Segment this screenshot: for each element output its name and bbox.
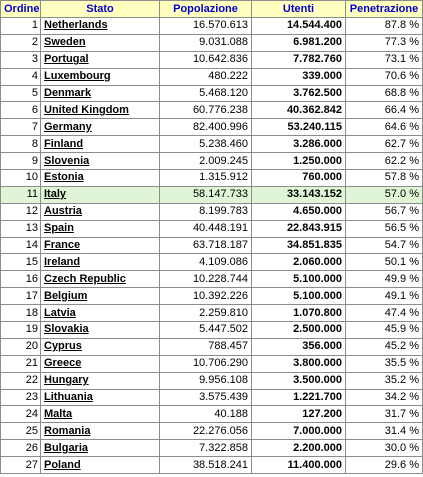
population-cell: 5.238.460 <box>160 136 252 153</box>
state-link[interactable]: Sweden <box>41 34 160 51</box>
rank-cell: 17 <box>1 288 41 305</box>
state-link[interactable]: Slovenia <box>41 153 160 170</box>
population-cell: 788.457 <box>160 338 252 355</box>
table-row <box>1 186 423 203</box>
penetration-cell: 68.8 % <box>346 85 423 102</box>
rank-cell: 5 <box>1 85 41 102</box>
state-link[interactable]: Lithuania <box>41 389 160 406</box>
penetration-cell: 54.7 % <box>346 237 423 254</box>
population-cell: 63.718.187 <box>160 237 252 254</box>
users-cell: 7.782.760 <box>252 51 346 68</box>
table-row <box>1 271 423 288</box>
population-cell: 82.400.996 <box>160 119 252 136</box>
table-row <box>1 338 423 355</box>
penetration-cell: 62.2 % <box>346 153 423 170</box>
penetration-cell: 87.8 % <box>346 18 423 35</box>
rank-cell: 6 <box>1 102 41 119</box>
users-cell: 3.762.500 <box>252 85 346 102</box>
table-row <box>1 34 423 51</box>
table-row <box>1 237 423 254</box>
penetration-cell: 64.6 % <box>346 119 423 136</box>
table-row <box>1 102 423 119</box>
population-cell: 40.448.191 <box>160 220 252 237</box>
rank-cell: 26 <box>1 440 41 457</box>
rank-cell: 16 <box>1 271 41 288</box>
table-row <box>1 305 423 322</box>
rank-cell: 2 <box>1 34 41 51</box>
state-link[interactable]: United Kingdom <box>41 102 160 119</box>
table-row <box>1 406 423 423</box>
rank-cell: 23 <box>1 389 41 406</box>
state-link[interactable]: Bulgaria <box>41 440 160 457</box>
penetration-cell: 56.7 % <box>346 203 423 220</box>
state-link[interactable]: Romania <box>41 423 160 440</box>
population-cell: 22.276.056 <box>160 423 252 440</box>
users-cell: 14.544.400 <box>252 18 346 35</box>
penetration-cell: 73.1 % <box>346 51 423 68</box>
table-row <box>1 355 423 372</box>
state-link[interactable]: Poland <box>41 457 160 474</box>
state-link[interactable]: Latvia <box>41 305 160 322</box>
penetration-cell: 49.1 % <box>346 288 423 305</box>
table-row <box>1 389 423 406</box>
table-row <box>1 288 423 305</box>
table-row <box>1 153 423 170</box>
users-cell: 33.143.152 <box>252 186 346 203</box>
rank-cell: 13 <box>1 220 41 237</box>
penetration-cell: 29.6 % <box>346 457 423 474</box>
penetration-cell: 70.6 % <box>346 68 423 85</box>
users-cell: 5.100.000 <box>252 271 346 288</box>
users-cell: 6.981.200 <box>252 34 346 51</box>
users-cell: 4.650.000 <box>252 203 346 220</box>
table-row <box>1 68 423 85</box>
penetration-cell: 47.4 % <box>346 305 423 322</box>
rank-cell: 9 <box>1 153 41 170</box>
population-cell: 2.009.245 <box>160 153 252 170</box>
users-cell: 760.000 <box>252 170 346 187</box>
penetration-cell: 57.0 % <box>346 186 423 203</box>
population-cell: 4.109.086 <box>160 254 252 271</box>
state-link[interactable]: Austria <box>41 203 160 220</box>
rank-cell: 8 <box>1 136 41 153</box>
penetration-cell: 57.8 % <box>346 170 423 187</box>
users-cell: 53.240.115 <box>252 119 346 136</box>
population-cell: 2.259.810 <box>160 305 252 322</box>
population-cell: 58.147.733 <box>160 186 252 203</box>
penetration-cell: 35.2 % <box>346 372 423 389</box>
rank-cell: 3 <box>1 51 41 68</box>
header-state: Stato <box>41 1 160 18</box>
table-row <box>1 322 423 339</box>
population-cell: 10.392.226 <box>160 288 252 305</box>
population-cell: 10.228.744 <box>160 271 252 288</box>
table-row <box>1 423 423 440</box>
penetration-cell: 66.4 % <box>346 102 423 119</box>
rank-cell: 24 <box>1 406 41 423</box>
rank-cell: 11 <box>1 186 41 203</box>
rank-cell: 25 <box>1 423 41 440</box>
header-rank: Ordine <box>1 1 41 18</box>
population-cell: 9.956.108 <box>160 372 252 389</box>
penetration-cell: 50.1 % <box>346 254 423 271</box>
population-cell: 9.031.088 <box>160 34 252 51</box>
state-link[interactable]: Estonia <box>41 170 160 187</box>
rank-cell: 19 <box>1 322 41 339</box>
rank-cell: 18 <box>1 305 41 322</box>
rank-cell: 22 <box>1 372 41 389</box>
rank-cell: 12 <box>1 203 41 220</box>
penetration-cell: 30.0 % <box>346 440 423 457</box>
state-link[interactable]: Hungary <box>41 372 160 389</box>
table-row <box>1 85 423 102</box>
users-cell: 5.100.000 <box>252 288 346 305</box>
population-cell: 5.447.502 <box>160 322 252 339</box>
rank-cell: 10 <box>1 170 41 187</box>
users-cell: 2.500.000 <box>252 322 346 339</box>
users-cell: 7.000.000 <box>252 423 346 440</box>
users-cell: 3.500.000 <box>252 372 346 389</box>
table-body <box>1 18 423 474</box>
users-cell: 22.843.915 <box>252 220 346 237</box>
penetration-cell: 45.9 % <box>346 322 423 339</box>
rank-cell: 14 <box>1 237 41 254</box>
state-link[interactable]: Cyprus <box>41 338 160 355</box>
users-cell: 1.070.800 <box>252 305 346 322</box>
users-cell: 3.286.000 <box>252 136 346 153</box>
users-cell: 11.400.000 <box>252 457 346 474</box>
users-cell: 2.060.000 <box>252 254 346 271</box>
population-cell: 38.518.241 <box>160 457 252 474</box>
state-link[interactable]: Denmark <box>41 85 160 102</box>
table-row <box>1 18 423 35</box>
users-cell: 3.800.000 <box>252 355 346 372</box>
state-link[interactable]: Czech Republic <box>41 271 160 288</box>
table-row <box>1 136 423 153</box>
population-cell: 7.322.858 <box>160 440 252 457</box>
rank-cell: 4 <box>1 68 41 85</box>
header-row <box>1 1 423 18</box>
penetration-cell: 45.2 % <box>346 338 423 355</box>
table-row <box>1 170 423 187</box>
state-link[interactable]: Greece <box>41 355 160 372</box>
table-row <box>1 440 423 457</box>
table-row <box>1 254 423 271</box>
penetration-cell: 31.4 % <box>346 423 423 440</box>
header-population: Popolazione <box>160 1 252 18</box>
population-cell: 40.188 <box>160 406 252 423</box>
population-cell: 10.642.836 <box>160 51 252 68</box>
users-cell: 1.250.000 <box>252 153 346 170</box>
penetration-cell: 34.2 % <box>346 389 423 406</box>
rank-cell: 27 <box>1 457 41 474</box>
table-row <box>1 51 423 68</box>
rank-cell: 15 <box>1 254 41 271</box>
users-cell: 127.200 <box>252 406 346 423</box>
table-row <box>1 203 423 220</box>
population-cell: 5.468.120 <box>160 85 252 102</box>
rank-cell: 21 <box>1 355 41 372</box>
state-link[interactable]: Spain <box>41 220 160 237</box>
state-link[interactable]: Ireland <box>41 254 160 271</box>
state-link[interactable]: Malta <box>41 406 160 423</box>
rank-cell: 1 <box>1 18 41 35</box>
header-users: Utenti <box>252 1 346 18</box>
state-link[interactable]: Belgium <box>41 288 160 305</box>
penetration-cell: 62.7 % <box>346 136 423 153</box>
population-cell: 3.575.439 <box>160 389 252 406</box>
rank-cell: 20 <box>1 338 41 355</box>
population-cell: 480.222 <box>160 68 252 85</box>
users-cell: 40.362.842 <box>252 102 346 119</box>
header-penetration: Penetrazione <box>346 1 423 18</box>
users-cell: 34.851.835 <box>252 237 346 254</box>
state-link[interactable]: Germany <box>41 119 160 136</box>
users-cell: 2.200.000 <box>252 440 346 457</box>
state-link[interactable]: Netherlands <box>41 18 160 35</box>
users-cell: 356.000 <box>252 338 346 355</box>
population-cell: 8.199.783 <box>160 203 252 220</box>
table-row <box>1 372 423 389</box>
penetration-cell: 35.5 % <box>346 355 423 372</box>
state-link[interactable]: Slovakia <box>41 322 160 339</box>
penetration-cell: 49.9 % <box>346 271 423 288</box>
population-cell: 60.776.238 <box>160 102 252 119</box>
table-row <box>1 119 423 136</box>
table-row <box>1 457 423 474</box>
penetration-cell: 77.3 % <box>346 34 423 51</box>
penetration-cell: 56.5 % <box>346 220 423 237</box>
population-cell: 16.570.613 <box>160 18 252 35</box>
population-cell: 10.706.290 <box>160 355 252 372</box>
users-cell: 1.221.700 <box>252 389 346 406</box>
population-cell: 1.315.912 <box>160 170 252 187</box>
state-link[interactable]: Finland <box>41 136 160 153</box>
state-link[interactable]: France <box>41 237 160 254</box>
users-cell: 339.000 <box>252 68 346 85</box>
state-link[interactable]: Luxembourg <box>41 68 160 85</box>
table-row <box>1 220 423 237</box>
state-link[interactable]: Portugal <box>41 51 160 68</box>
rank-cell: 7 <box>1 119 41 136</box>
penetration-cell: 31.7 % <box>346 406 423 423</box>
state-link[interactable]: Italy <box>41 186 160 203</box>
